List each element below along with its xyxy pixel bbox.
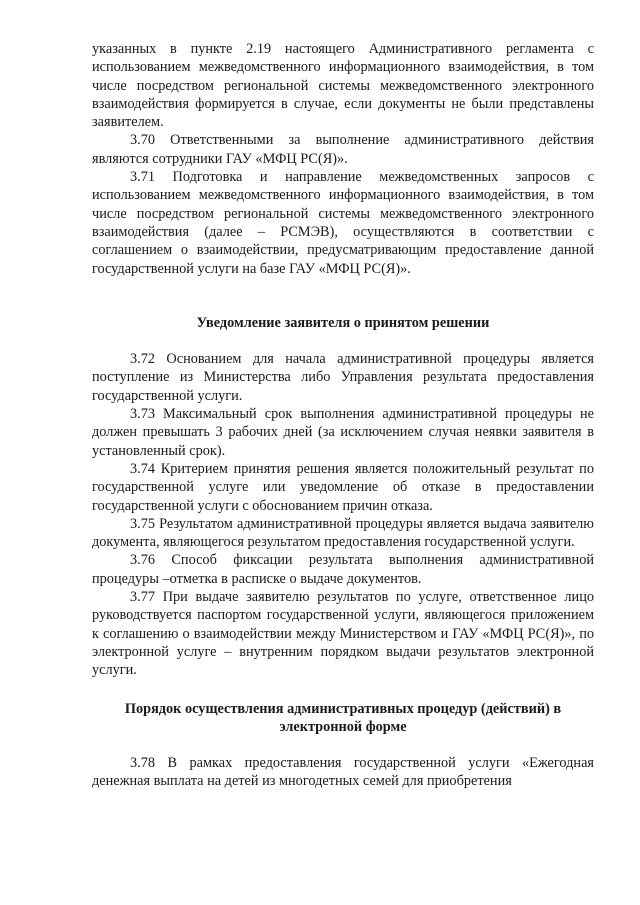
paragraph-3-77: 3.77 При выдаче заявителю результатов по услуге, ответственное лицо руководствуется паспортом государственной услуги, являющегося приложением к соглашению о взаимодействии между Министерством и ГАУ «МФЦ РС(Я)», по электронной услуге – внутренним порядком выдачи результатов электронной услуги.	[92, 589, 594, 679]
section-heading-line-2: электронной форме	[279, 718, 407, 735]
document-page	[92, 40, 594, 791]
paragraph-3-72: 3.72 Основанием для начала административной процедуры является поступление из Министерства либо Управления результата предоставления государственной услуги.	[92, 351, 594, 404]
paragraph-3-78: 3.78 В рамках предоставления государственной услуги «Ежегодная денежная выплата на детей из многодетных семей для приобретения	[92, 755, 594, 790]
spacer	[92, 736, 594, 754]
paragraph-3-76: 3.76 Способ фиксации результата выполнения административной процедуры –отметка в расписке о выдаче документов.	[92, 552, 594, 587]
paragraph-3-70: 3.70 Ответственными за выполнение административного действия являются сотрудники ГАУ «МФЦ РС(Я)».	[92, 132, 594, 167]
spacer	[92, 680, 594, 700]
paragraph-3-74: 3.74 Критерием принятия решения является положительный результат по государственной услуге или уведомление об отказе в предоставлении государственной услуги с обоснованием причин отказа.	[92, 460, 594, 514]
section-heading-notification: Уведомление заявителя о принятом решении	[196, 314, 490, 331]
paragraph-3-73: 3.73 Максимальный срок выполнения административной процедуры не должен превышать 3 рабочих дней (за исключением случая неявки заявителя в установленный срок).	[92, 406, 594, 459]
spacer	[92, 278, 594, 314]
spacer	[92, 332, 594, 350]
paragraph-3-75: 3.75 Результатом административной процедуры является выдача заявителю документа, являющегося результатом предоставления государственной услуги.	[92, 515, 594, 551]
paragraph-3-71: 3.71 Подготовка и направление межведомственных запросов с использованием межведомственного информационного взаимодействия, в том числе посредством региональной системы межведомственного электронного взаимодействия (далее – РСМЭВ), осуществляются в соответствии с соглашением о взаимодействии, предусматривающим предоставление данной государственной услуги на базе ГАУ «МФЦ РС(Я)».	[92, 169, 594, 277]
section-heading-line-1: Порядок осуществления административных процедур (действий) в	[124, 700, 562, 717]
section-heading-electronic	[92, 700, 594, 737]
paragraph-continuation: указанных в пункте 2.19 настоящего Административного регламента с использованием межведомственного информационного взаимодействия, в том числе посредством региональной системы межведомственного электронного взаимодействия формируется в случае, если документы не были представлены заявителем.	[92, 41, 594, 131]
